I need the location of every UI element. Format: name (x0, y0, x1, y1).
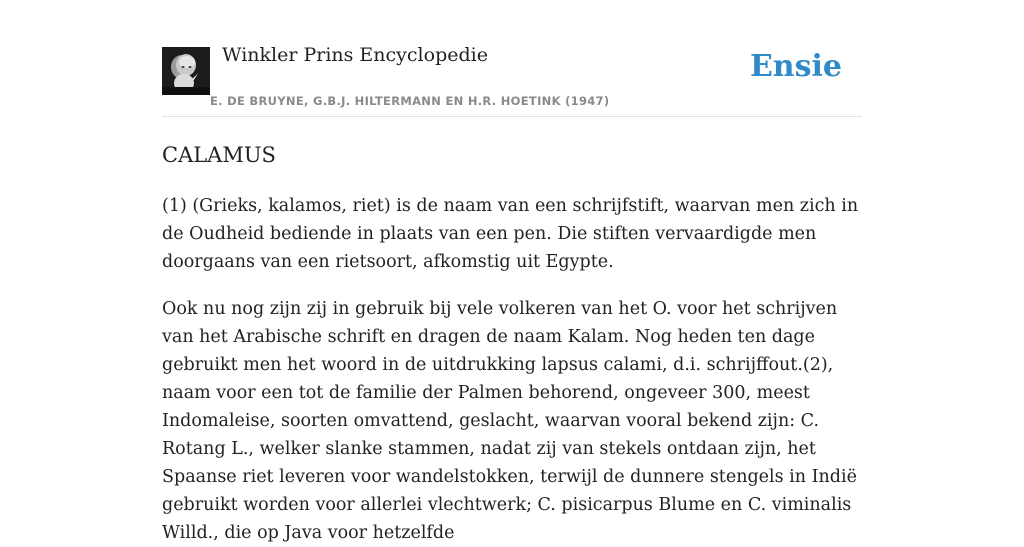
bearded-man-portrait-icon (162, 47, 210, 95)
article-headword: CALAMUS (162, 143, 276, 167)
article (162, 140, 867, 547)
source-authors: E. DE BRUYNE, G.B.J. HILTERMANN EN H.R. HOETINK (1947) (210, 94, 610, 108)
article-paragraph-2: Ook nu nog zijn zij in gebruik bij vele volkeren van het O. voor het schrijven van het Arabische schrift en dragen de naam Kalam. Nog heden ten dage gebruikt men het woord in de uitdrukking lapsus calami, d.i. schrijffout.(2), naam voor een tot de familie der Palmen behorend, ongeveer 300, meest Indomaleise, soorten omvattend, geslacht, waarvan vooral bekend zijn: C. Rotang L., welker slanke stammen, nadat zij van stekels ontdaan zijn, het Spaanse riet leveren voor wandelstokken, terwijl de dunnere stengels in Indië gebruikt worden voor allerlei vlechtwerk; C. pisicarpus Blume en C. viminalis Willd., die op Java voor hetzelfde (162, 299, 857, 543)
article-paragraph-1: (1) (Grieks, kalamos, riet) is de naam van een schrijfstift, waarvan men zich in de Oudheid bediende in plaats van een pen. Die stiften vervaardigde men doorgaans van een rietsoort, afkomstig uit Egypte. (162, 196, 859, 272)
source-header (162, 0, 862, 117)
source-title[interactable]: Winkler Prins Encyclopedie (222, 44, 488, 66)
author-avatar[interactable] (162, 47, 210, 95)
ensie-logo-link[interactable]: Ensie (749, 49, 842, 84)
